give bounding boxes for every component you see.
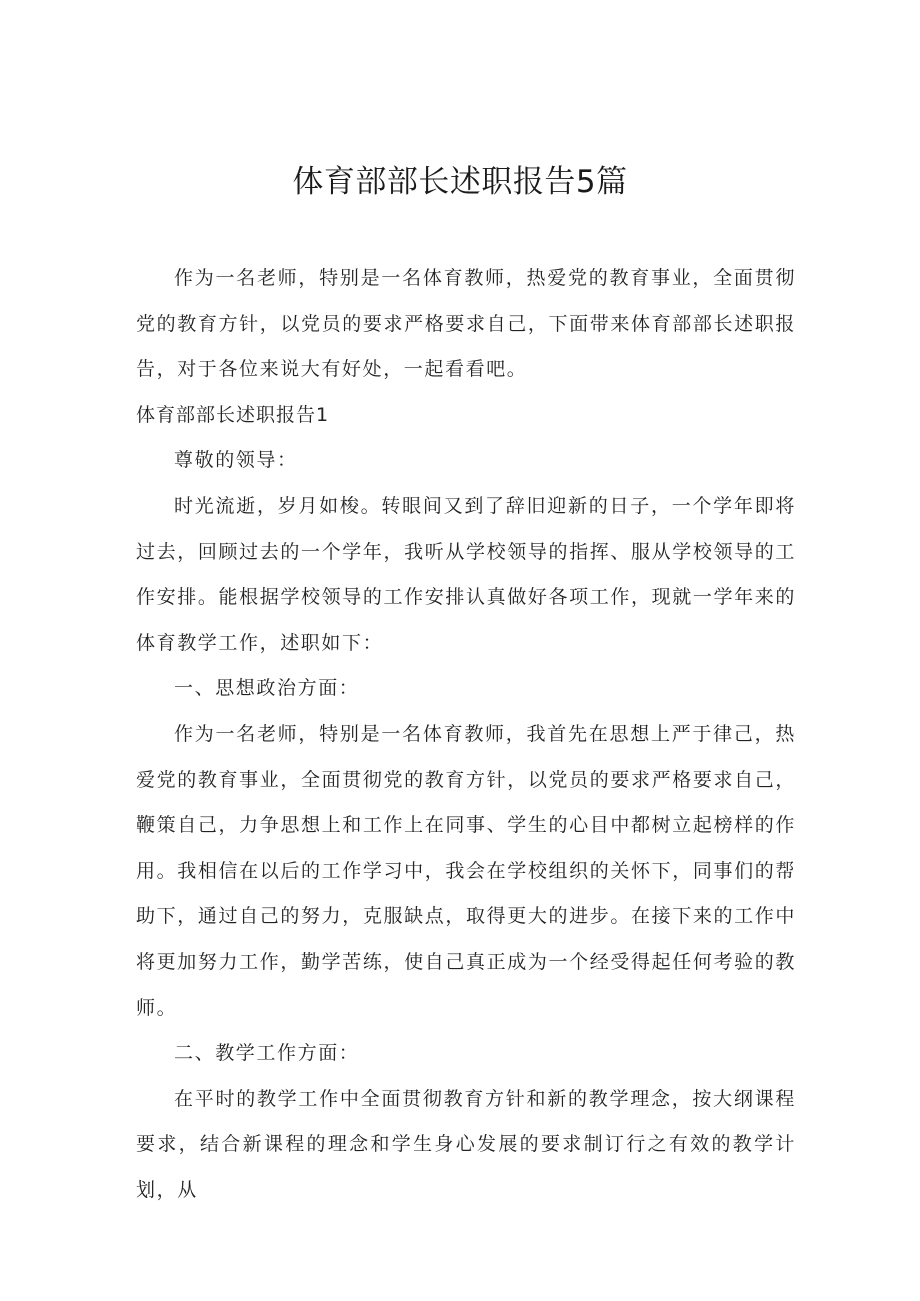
intro-paragraph: 作为一名老师，特别是一名体育教师，热爱党的教育事业，全面贯彻党的教育方针，以党员的要求严格要求自己，下面带来体育部部长述职报告，对于各位来说大有好处，一起看看吧。 bbox=[136, 267, 796, 381]
document-title: 体育部部长述职报告5篇 bbox=[292, 164, 628, 200]
opening-paragraph: 时光流逝，岁月如梭。转眼间又到了辞旧迎新的日子，一个学年即将过去，回顾过去的一个学年，我听从学校领导的指挥、服从学校领导的工作安排。能根据学校领导的工作安排认真做好各项工作，现就一学年来的体育教学工作，述职如下： bbox=[136, 494, 796, 654]
teaching-paragraph: 在平时的教学工作中全面贯彻教育方针和新的教学理念，按大纲课程要求，结合新课程的理念和学生身心发展的要求制订行之有效的教学计划，从 bbox=[136, 1087, 796, 1201]
political-paragraph: 作为一名老师，特别是一名体育教师，我首先在思想上严于律己，热爱党的教育事业，全面贯彻党的教育方针，以党员的要求严格要求自己，鞭策自己，力争思想上和工作上在同事、学生的心目中都树立起榜样的作用。我相信在以后的工作学习中，我会在学校组织的关怀下，同事们的帮助下，通过自己的努力，克服缺点，取得更大的进步。在接下来的工作中将更加努力工作，勤学苦练，使自己真正成为一个经受得起任何考验的教师。 bbox=[136, 722, 796, 1019]
document-body bbox=[136, 256, 796, 1213]
salutation: 尊敬的领导： bbox=[174, 449, 298, 472]
report-heading-1: 体育部部长述职报告1 bbox=[136, 403, 330, 426]
section-heading-political: 一、思想政治方面： bbox=[174, 677, 360, 700]
section-heading-teaching: 二、教学工作方面： bbox=[174, 1042, 360, 1065]
